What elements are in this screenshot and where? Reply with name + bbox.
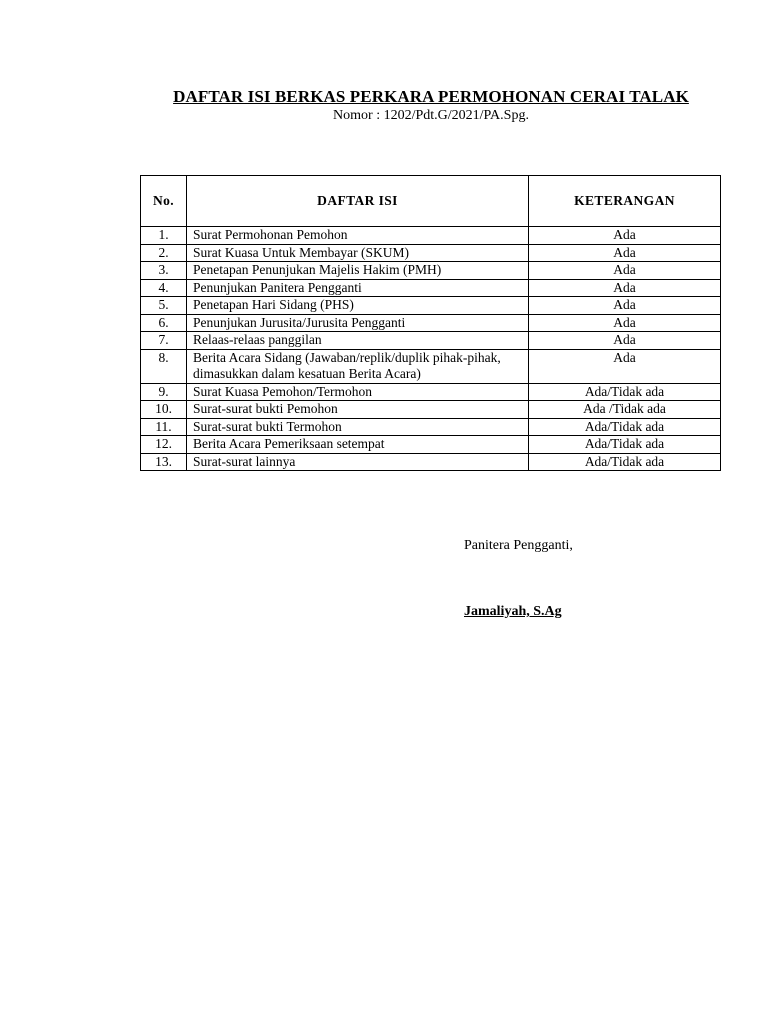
table-row xyxy=(141,262,721,280)
header-item: DAFTAR ISI xyxy=(187,176,529,227)
table-row xyxy=(141,453,721,471)
row-number: 10. xyxy=(141,401,187,419)
row-number: 5. xyxy=(141,297,187,315)
row-item: Surat Kuasa Untuk Membayar (SKUM) xyxy=(187,244,529,262)
table-row xyxy=(141,383,721,401)
table-row xyxy=(141,227,721,245)
table-header-row xyxy=(141,176,721,227)
row-note: Ada/Tidak ada xyxy=(529,418,721,436)
row-note: Ada xyxy=(529,314,721,332)
contents-table xyxy=(140,175,721,471)
signer-role: Panitera Pengganti, xyxy=(464,538,573,553)
case-number: Nomor : 1202/Pdt.G/2021/PA.Spg. xyxy=(333,108,529,123)
row-note: Ada xyxy=(529,262,721,280)
row-item: Surat Permohonan Pemohon xyxy=(187,227,529,245)
row-note: Ada/Tidak ada xyxy=(529,453,721,471)
row-number: 6. xyxy=(141,314,187,332)
row-item: Penunjukan Panitera Pengganti xyxy=(187,279,529,297)
row-number: 4. xyxy=(141,279,187,297)
row-item: Surat-surat bukti Termohon xyxy=(187,418,529,436)
row-item: Surat-surat bukti Pemohon xyxy=(187,401,529,419)
row-item: Penetapan Penunjukan Majelis Hakim (PMH) xyxy=(187,262,529,280)
row-item: Relaas-relaas panggilan xyxy=(187,332,529,350)
table-row xyxy=(141,279,721,297)
row-note: Ada xyxy=(529,332,721,350)
row-note: Ada/Tidak ada xyxy=(529,436,721,454)
header-note: KETERANGAN xyxy=(529,176,721,227)
header-no: No. xyxy=(141,176,187,227)
row-note: Ada /Tidak ada xyxy=(529,401,721,419)
table-row xyxy=(141,436,721,454)
row-number: 1. xyxy=(141,227,187,245)
table-row xyxy=(141,401,721,419)
row-number: 2. xyxy=(141,244,187,262)
row-note: Ada xyxy=(529,349,721,383)
row-number: 11. xyxy=(141,418,187,436)
row-item: Penunjukan Jurusita/Jurusita Pengganti xyxy=(187,314,529,332)
table-row xyxy=(141,332,721,350)
signer-name: Jamaliyah, S.Ag xyxy=(464,604,562,619)
table-row xyxy=(141,418,721,436)
table-row xyxy=(141,349,721,383)
row-number: 3. xyxy=(141,262,187,280)
table-row xyxy=(141,297,721,315)
row-item: Berita Acara Sidang (Jawaban/replik/duplik pihak-pihak, dimasukkan dalam kesatuan Berita Acara) xyxy=(187,349,529,383)
row-note: Ada xyxy=(529,244,721,262)
table-row xyxy=(141,314,721,332)
row-item: Penetapan Hari Sidang (PHS) xyxy=(187,297,529,315)
document-title: DAFTAR ISI BERKAS PERKARA PERMOHONAN CERAI TALAK xyxy=(173,87,689,106)
row-note: Ada/Tidak ada xyxy=(529,383,721,401)
row-number: 13. xyxy=(141,453,187,471)
row-number: 12. xyxy=(141,436,187,454)
row-item: Berita Acara Pemeriksaan setempat xyxy=(187,436,529,454)
row-number: 8. xyxy=(141,349,187,383)
row-number: 9. xyxy=(141,383,187,401)
row-note: Ada xyxy=(529,279,721,297)
table-row xyxy=(141,244,721,262)
row-number: 7. xyxy=(141,332,187,350)
row-item: Surat Kuasa Pemohon/Termohon xyxy=(187,383,529,401)
row-note: Ada xyxy=(529,297,721,315)
row-item: Surat-surat lainnya xyxy=(187,453,529,471)
row-note: Ada xyxy=(529,227,721,245)
